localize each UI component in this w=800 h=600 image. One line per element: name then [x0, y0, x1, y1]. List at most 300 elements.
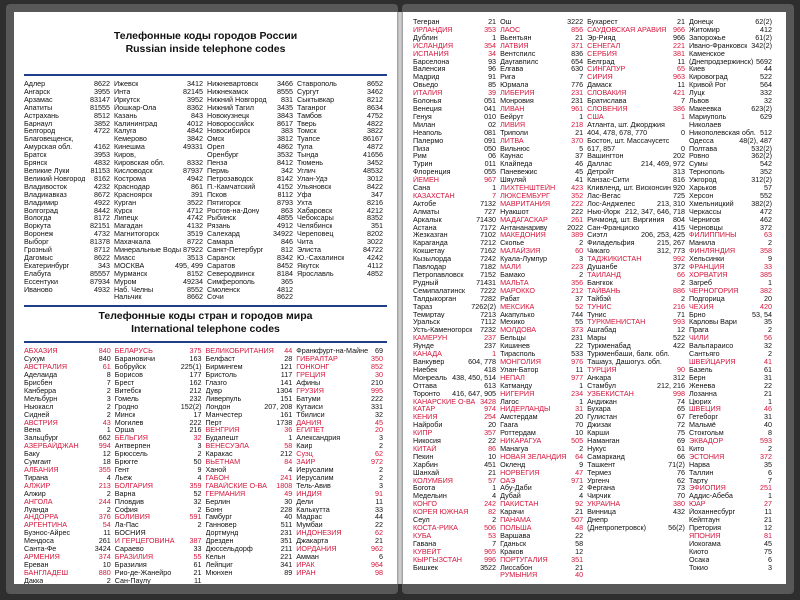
- place-name: Нукус: [587, 444, 607, 453]
- dial-code: 21: [764, 388, 773, 398]
- dial-code: 386: [672, 103, 685, 113]
- dial-code: 32: [193, 496, 202, 506]
- country-row: [500, 137, 583, 145]
- dial-code: 998: [672, 388, 685, 398]
- place-name: Рига: [500, 73, 516, 82]
- country-row: [296, 450, 383, 458]
- city-row: [24, 490, 111, 498]
- country-row: [689, 287, 772, 295]
- dial-code: 542: [760, 159, 773, 169]
- dial-code: 591: [189, 512, 202, 522]
- city-row: [689, 382, 772, 390]
- dial-code: 57: [764, 183, 773, 193]
- dial-code: 2: [680, 293, 685, 303]
- place-name: Нальчик: [113, 293, 142, 302]
- country-row: [689, 247, 772, 255]
- place-name: Шанхай: [413, 468, 440, 477]
- code-column: [206, 347, 297, 584]
- city-row: [500, 65, 583, 73]
- dial-code: 32: [375, 409, 383, 419]
- city-row: [587, 484, 685, 492]
- dial-code: 1304: [276, 385, 293, 395]
- place-name: Ташкент: [587, 460, 616, 469]
- city-row: [24, 577, 111, 584]
- place-name: Триполи: [500, 128, 529, 137]
- place-name: Каир: [296, 442, 313, 451]
- place-name: Манчестер: [205, 410, 243, 419]
- dial-code: 4932: [93, 284, 110, 294]
- dial-code: 1: [288, 433, 293, 443]
- country-row: [413, 477, 496, 485]
- city-row: [587, 18, 685, 26]
- dial-code: 40: [575, 570, 584, 580]
- place-name: Смоленск: [207, 285, 240, 294]
- place-name: Киото: [688, 547, 709, 556]
- dial-code: 840: [98, 354, 111, 364]
- dial-code: 2: [579, 443, 584, 453]
- place-name: Аделаида: [24, 371, 58, 379]
- dial-code: 8622: [277, 292, 293, 302]
- place-name: Антананариву: [500, 223, 548, 232]
- code-column: [207, 80, 297, 301]
- city-row: [24, 545, 111, 553]
- dial-code: 61: [764, 364, 773, 374]
- country-row: [206, 482, 293, 490]
- dial-code: 244: [98, 496, 111, 506]
- place-name: МАДАГАСКАР: [500, 215, 548, 224]
- dial-code: 495, 499: [175, 260, 204, 270]
- dial-code: 2: [106, 504, 111, 514]
- dial-code: 33: [193, 544, 202, 554]
- place-name: Афины: [296, 379, 321, 387]
- city-row: [115, 561, 202, 569]
- dial-code: 8552: [187, 284, 204, 294]
- place-name: Дрезден: [205, 537, 234, 546]
- dial-code: 522: [672, 333, 685, 343]
- dial-code: 3012: [366, 173, 383, 183]
- place-name: НИГЕРИЯ: [500, 389, 535, 398]
- place-name: Никополевская обл.: [688, 128, 756, 137]
- dial-code: 21: [575, 32, 584, 42]
- code-column: [587, 18, 689, 579]
- place-name: ГАБОН: [205, 473, 230, 482]
- place-name: Сумгаит: [24, 458, 52, 466]
- place-name: Йоханнесбург: [688, 508, 736, 517]
- place-name: Жезказган: [413, 231, 448, 240]
- city-row: [500, 239, 583, 247]
- city-row: [587, 208, 685, 216]
- dial-code: 7282: [480, 293, 497, 303]
- dial-code: 41: [764, 356, 773, 366]
- city-row: [114, 293, 203, 301]
- city-row: [24, 387, 111, 395]
- city-row: [413, 184, 496, 192]
- dial-code: 2: [379, 441, 383, 451]
- place-name: Борисов: [114, 371, 143, 379]
- dial-code: 313: [672, 167, 685, 177]
- dial-code: 3: [579, 254, 584, 264]
- dial-code: 28: [284, 354, 293, 364]
- place-name: Варшава: [500, 531, 531, 540]
- place-name: ПАНАМА: [500, 516, 531, 524]
- country-row: [500, 287, 583, 295]
- dial-code: 4752: [366, 110, 383, 120]
- place-name: Брисбен: [24, 379, 53, 387]
- dial-code: 4855: [277, 213, 293, 223]
- dial-code: 8142: [277, 173, 293, 183]
- country-row: [689, 500, 772, 508]
- place-name: Вальпараисо: [688, 342, 734, 351]
- dial-code: 87922: [183, 245, 204, 255]
- dial-code: 856: [571, 24, 584, 34]
- dial-code: 6: [768, 467, 773, 477]
- place-name: Муром: [113, 277, 137, 286]
- dial-code: 358: [760, 246, 773, 256]
- place-name: Винница: [587, 508, 617, 517]
- place-name: Гомель: [114, 394, 139, 403]
- city-row: [587, 358, 685, 366]
- country-row: [413, 532, 496, 540]
- place-name: Гамбург: [205, 513, 232, 522]
- city-row: [206, 513, 293, 521]
- place-name: ЙЕМЕН: [413, 176, 439, 185]
- dial-code: 3522: [480, 562, 497, 572]
- dial-code: 41: [575, 175, 584, 185]
- place-name: Полтава: [688, 144, 718, 153]
- dial-code: 11: [103, 528, 111, 538]
- dial-code: 4732: [93, 229, 110, 239]
- place-name: Найроби: [413, 421, 443, 430]
- dial-code: 352: [760, 167, 773, 177]
- city-row: [689, 374, 772, 382]
- dial-code: 389: [571, 230, 584, 240]
- dial-code: 350: [371, 354, 383, 364]
- city-row: [689, 469, 772, 477]
- dial-code: 965: [484, 546, 497, 556]
- place-name: ЧИЛИ: [688, 334, 709, 343]
- dial-code: 415: [672, 222, 685, 232]
- place-name: ПАКИСТАН: [500, 500, 539, 509]
- city-row: [587, 247, 685, 255]
- city-row: [24, 411, 111, 419]
- place-name: Улан-Удэ: [297, 174, 328, 183]
- place-name: Магнитогорск: [113, 230, 160, 239]
- place-name: Ванкувер: [413, 357, 445, 366]
- place-name: ОАЭ: [500, 476, 516, 485]
- place-name: Атланта, шт. Джорджия: [587, 120, 665, 129]
- place-name: ФИЛИППИНЫ: [688, 231, 737, 240]
- dial-code: 6: [379, 551, 383, 561]
- place-name: Чита: [297, 238, 314, 247]
- city-row: [587, 508, 685, 516]
- country-row: [587, 26, 685, 34]
- dial-code: 61: [193, 559, 202, 569]
- place-name: (Днепропетровск): [587, 524, 647, 532]
- intl-header: [14, 307, 397, 341]
- place-name: Кировоград: [688, 73, 728, 82]
- dial-code: 353: [484, 24, 497, 34]
- place-name: ИРАН: [296, 568, 316, 577]
- place-name: КОНГО: [413, 500, 437, 509]
- city-row: [206, 529, 293, 537]
- place-name: Нью-Йорк: [587, 207, 621, 216]
- city-row: [206, 553, 293, 561]
- place-name: АЗЕРБАЙДЖАН: [24, 442, 79, 451]
- city-row: [689, 398, 772, 406]
- dial-code: 8442: [93, 205, 110, 215]
- place-name: АРМЕНИЯ: [24, 552, 60, 561]
- place-name: Пловдив: [114, 497, 144, 506]
- dial-code: 2: [768, 238, 773, 248]
- place-name: Луцк: [688, 89, 705, 98]
- place-name: Дувр: [205, 386, 222, 395]
- place-name: Вашингтон: [587, 152, 624, 161]
- place-name: Ньюкасл: [24, 402, 54, 411]
- dial-code: 53, 54: [752, 309, 773, 319]
- dial-code: 231: [571, 88, 584, 98]
- dial-code: 12: [764, 523, 773, 532]
- place-name: Дагомыс: [24, 253, 54, 262]
- country-row: [500, 405, 583, 413]
- city-row: [115, 419, 202, 427]
- place-name: Кливленд, шт. Висконсин: [587, 184, 671, 192]
- city-row: [587, 58, 685, 66]
- city-row: [500, 145, 583, 153]
- dial-code: 212, 216: [656, 380, 685, 390]
- dial-code: 67: [676, 412, 685, 422]
- dial-code: 3812: [277, 134, 293, 144]
- dial-code: 010: [484, 111, 497, 121]
- place-name: Таллин: [688, 468, 714, 477]
- dial-code: 9: [579, 459, 584, 469]
- intl-title-en: International telephone codes: [131, 323, 280, 336]
- dial-code: 3466: [277, 79, 293, 88]
- place-name: Тамбов: [297, 111, 322, 120]
- dial-code: 71430: [476, 214, 497, 224]
- place-name: (Днепродзержинск): [688, 57, 754, 66]
- dial-code: 3513: [187, 252, 204, 262]
- place-name: Сеул: [413, 516, 430, 524]
- place-name: Торонто: [413, 389, 440, 398]
- place-name: СЛОВАКИЯ: [587, 89, 627, 98]
- dial-code: 74: [676, 396, 685, 406]
- country-row: [115, 347, 202, 355]
- place-name: Нижний Тагил: [207, 103, 254, 112]
- city-row: [115, 545, 202, 553]
- dial-code: 8216: [366, 197, 383, 207]
- place-name: НОВАЯ ЗЕЛАНДИЯ: [500, 452, 567, 461]
- place-name: Монровия: [500, 97, 534, 105]
- place-name: Манила: [688, 239, 716, 248]
- dial-code: 237: [484, 333, 497, 343]
- place-name: КУБА: [413, 531, 432, 540]
- place-name: Краков: [500, 547, 524, 556]
- dial-code: 34922: [273, 229, 293, 239]
- country-row: [296, 371, 383, 379]
- dial-code: 852: [371, 362, 383, 372]
- dial-code: 966: [672, 32, 685, 42]
- dial-code: 4: [579, 491, 584, 501]
- dial-code: 3412: [187, 79, 204, 88]
- place-name: Каунас: [500, 152, 524, 161]
- dial-code: 251: [760, 483, 773, 493]
- dial-code: 7212: [480, 238, 497, 248]
- city-row: [413, 65, 496, 73]
- place-name: Йошкар-Ола: [113, 103, 157, 112]
- place-name: Нарва: [688, 460, 710, 469]
- dial-code: 1808: [276, 480, 293, 490]
- place-name: УКРАИНА: [587, 500, 621, 509]
- place-name: Дакка: [24, 576, 44, 584]
- place-name: Магадан: [113, 222, 143, 231]
- place-name: Ош: [500, 18, 512, 26]
- country-row: [689, 358, 772, 366]
- city-row: [689, 548, 772, 556]
- dial-code: 421: [672, 88, 685, 98]
- city-row: [413, 469, 496, 477]
- country-row: [500, 453, 583, 461]
- city-row: [115, 442, 202, 450]
- dial-code: 8617: [277, 118, 293, 128]
- dial-code: 8152: [187, 268, 204, 278]
- place-name: Актобе: [413, 199, 437, 208]
- dial-code: 61: [676, 443, 685, 453]
- country-row: [24, 442, 111, 450]
- city-row: [689, 318, 772, 326]
- place-name: Мехико: [500, 318, 525, 327]
- country-row: [296, 363, 383, 371]
- country-row: [206, 426, 293, 434]
- dial-code: 8362: [187, 102, 204, 112]
- place-name: Стокгольм: [688, 429, 724, 438]
- place-name: ЕГИПЕТ: [296, 426, 325, 435]
- dial-code: 420: [760, 301, 773, 311]
- dial-code: 1: [768, 396, 773, 406]
- place-name: НОРВЕГИЯ: [500, 468, 540, 477]
- place-name: Чирчик: [587, 492, 611, 501]
- place-name: Ярославль: [297, 269, 334, 278]
- dial-code: 744: [571, 309, 584, 319]
- place-name: Выборг: [24, 238, 49, 247]
- dial-code: 977: [571, 372, 584, 382]
- code-column: [500, 18, 587, 579]
- place-name: Дели: [296, 497, 314, 506]
- dial-code: 02: [488, 119, 497, 129]
- city-row: [500, 168, 583, 176]
- city-row: [296, 498, 383, 506]
- place-name: Венеция: [413, 104, 442, 113]
- dial-code: 30: [375, 370, 383, 380]
- place-name: Болонья: [413, 97, 442, 105]
- city-row: [587, 311, 685, 319]
- place-name: Оренбург: [207, 151, 239, 160]
- dial-code: 863: [281, 205, 293, 215]
- dial-code: 4232: [93, 181, 110, 191]
- place-name: Бельцы: [500, 334, 526, 343]
- place-name: И ГЕРЦЕГОВИНА: [114, 537, 175, 546]
- country-row: [115, 537, 202, 545]
- place-name: Канзас-Сити: [587, 176, 630, 185]
- country-row: [24, 363, 111, 371]
- city-row: [587, 129, 685, 137]
- place-name: Душанбе: [587, 263, 618, 271]
- place-name: Иерусалим: [296, 465, 334, 474]
- city-row: [296, 442, 383, 450]
- place-name: Салехард: [207, 230, 240, 239]
- dial-code: 2: [680, 277, 685, 287]
- place-name: Саратов: [207, 261, 236, 270]
- dial-code: 843: [191, 110, 204, 120]
- city-row: [587, 176, 685, 184]
- dial-code: 4712: [187, 205, 204, 215]
- place-name: БОСНИЯ: [114, 529, 146, 538]
- dial-code: 22: [764, 380, 773, 390]
- dial-code: 382: [760, 285, 773, 295]
- place-name: ВЕНГРИЯ: [205, 426, 240, 435]
- dial-code: 3435: [277, 102, 293, 112]
- place-name: Акапулько: [500, 310, 535, 319]
- dial-code: 4742: [187, 213, 204, 223]
- dial-code: 416, 647, 905: [452, 388, 497, 398]
- right-page: [403, 12, 786, 584]
- dial-code: 4242: [366, 252, 383, 262]
- dial-code: 20: [764, 293, 773, 303]
- place-name: Антверпен: [114, 442, 151, 451]
- dial-code: 8162: [93, 173, 110, 183]
- place-name: Калининград: [113, 119, 158, 128]
- dial-code: 9: [197, 464, 202, 474]
- place-name: Нуакшот: [500, 207, 529, 216]
- dial-code: 49331: [183, 142, 204, 152]
- dial-code: 662: [98, 433, 111, 443]
- place-name: Бонн: [205, 505, 223, 514]
- country-row: [296, 545, 383, 553]
- place-name: Ужгород: [688, 176, 717, 185]
- city-row: [296, 482, 383, 490]
- dial-code: 4862: [277, 142, 293, 152]
- place-name: Генуя: [413, 112, 432, 121]
- dial-code: 231: [571, 333, 584, 343]
- dial-code: 8342: [277, 252, 293, 262]
- city-row: [689, 350, 772, 358]
- place-name: КЕНИЯ: [413, 413, 438, 422]
- place-name: ЛЮКСЕМБУРГ: [500, 191, 550, 200]
- place-name: Мары: [587, 334, 607, 343]
- place-name: Чебоксары: [297, 214, 334, 223]
- place-name: Новосибирск: [207, 127, 251, 136]
- dial-code: 963: [672, 72, 685, 82]
- place-name: Таганрог: [297, 103, 327, 112]
- place-name: Махачкала: [113, 238, 151, 247]
- place-name: ТАДЖИКИСТАН: [587, 255, 642, 264]
- dial-code: 604, 778: [468, 356, 497, 366]
- dial-code: 8634: [366, 102, 383, 112]
- city-row: [413, 484, 496, 492]
- dial-code: 312, 773: [656, 246, 685, 256]
- place-name: Мадрид: [413, 73, 440, 82]
- place-name: Монреаль: [413, 373, 447, 382]
- place-name: МЕКСИКА: [500, 302, 535, 311]
- country-row: [500, 571, 583, 579]
- city-row: [413, 152, 496, 160]
- dial-code: 4812: [277, 284, 293, 294]
- place-name: Калькутта: [296, 505, 330, 514]
- place-name: Филадельфия: [587, 239, 635, 248]
- place-name: Ливерпуль: [205, 394, 242, 403]
- place-name: МОНГОЛИЯ: [500, 357, 541, 366]
- dial-code: 831: [281, 94, 293, 104]
- place-name: ТУРКМЕНИСТАН: [587, 318, 646, 327]
